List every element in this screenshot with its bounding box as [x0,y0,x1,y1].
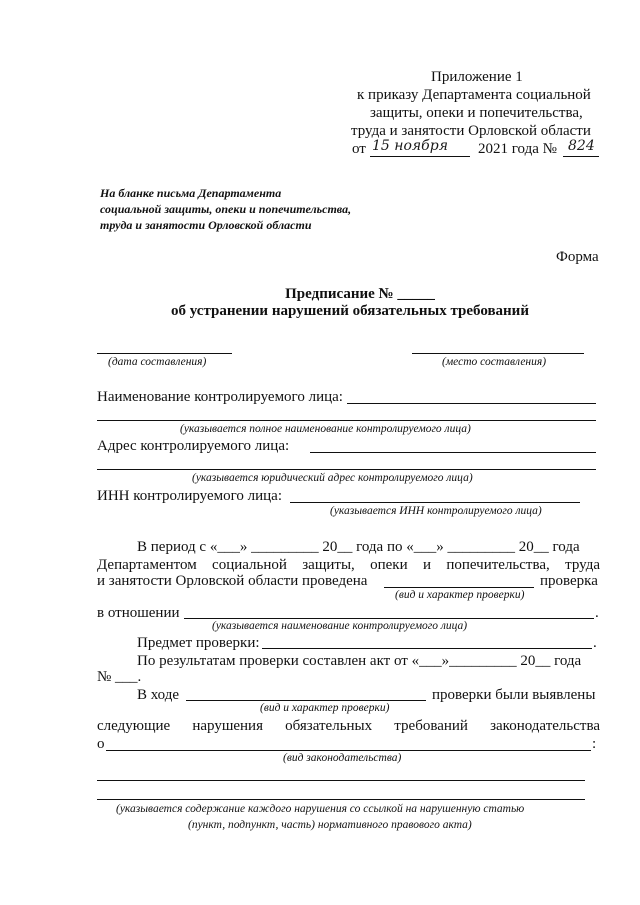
title-line2: об устранении нарушений обязательных требований [171,303,529,319]
legislation-field-line[interactable] [106,750,591,751]
about-label: о [97,736,105,752]
appendix-line2: к приказу Департамента социальной [357,87,591,103]
title-line1: Предписание № _____ [285,286,435,302]
inspection-type-caption: (вид и характер проверки) [395,589,525,601]
inn-label: ИНН контролируемого лица: [97,488,283,504]
date-line [97,353,232,354]
regarding-dot: . [595,605,599,621]
conducted-start: и занятости Орловской области проведена [97,573,368,589]
letterhead-line2: социальной защиты, опеки и попечительства, [100,202,352,216]
form-label: Форма [556,249,599,265]
subject-label: Предмет проверки: [137,635,260,651]
legislation-colon: : [592,736,597,752]
during-label: В ходе [137,687,180,703]
period-line: В период с «___» _________ 20__ года по «___» _________ 20__ года [137,539,580,555]
address-field-line[interactable] [310,452,596,453]
controlled-name-caption: (указывается наименование контролируемого лица) [212,620,468,632]
violations-caption1: (указывается содержание каждого нарушения со ссылкой на нарушенную статью [116,803,525,815]
name-field-line[interactable] [347,403,596,404]
letterhead-line1: На бланке письма Департамента [100,186,282,200]
dept-line: Департаментом социальной защиты, опеки и попечительства, труда [97,557,600,573]
place-caption: (место составления) [442,356,547,368]
act-line: По результатам проверки составлен акт от «___»_________ 20__ года [137,653,582,669]
address-label: Адрес контролируемого лица: [97,438,290,454]
appendix-date-handwritten: 15 ноября [372,138,448,154]
appendix-year: 2021 года № [478,141,557,157]
appendix-number-line [563,156,599,157]
legislation-caption: (вид законодательства) [283,752,402,764]
during-field-line[interactable] [186,700,426,701]
subject-field-line[interactable] [262,648,592,649]
address-caption: (указывается юридический адрес контролируемого лица) [192,472,473,484]
found-label: проверки были выявлены [432,687,596,703]
appendix-line1: Приложение 1 [431,69,523,85]
violations-caption2: (пункт, подпункт, часть) нормативного правового акта) [188,819,472,831]
inspection-type-line[interactable] [384,587,534,588]
subject-dot: . [593,635,597,651]
following-line: следующие нарушения обязательных требований законодательства [97,718,600,734]
name-field-line2[interactable] [97,420,596,421]
name-label: Наименование контролируемого лица: [97,389,343,405]
appendix-line3: защиты, опеки и попечительства, [370,105,583,121]
regarding-label: в отношении [97,605,180,621]
name-caption: (указывается полное наименование контролируемого лица) [180,423,471,435]
appendix-number-handwritten: 824 [568,138,595,154]
address-field-line2[interactable] [97,469,596,470]
act-number: № ___. [97,669,142,685]
appendix-date-line [370,156,470,157]
violations-line1[interactable] [97,780,585,781]
date-caption: (дата составления) [108,356,207,368]
violations-line2[interactable] [97,799,585,800]
place-line [412,353,584,354]
inn-field-line[interactable] [290,502,580,503]
inspection-type-caption2: (вид и характер проверки) [260,702,390,714]
letterhead-line3: труда и занятости Орловской области [100,218,312,232]
appendix-from: от [352,141,366,157]
regarding-field-line[interactable] [184,618,594,619]
inn-caption: (указывается ИНН контролируемого лица) [330,505,542,517]
conducted-end: проверка [540,573,598,589]
appendix-line4: труда и занятости Орловской области [351,123,591,139]
